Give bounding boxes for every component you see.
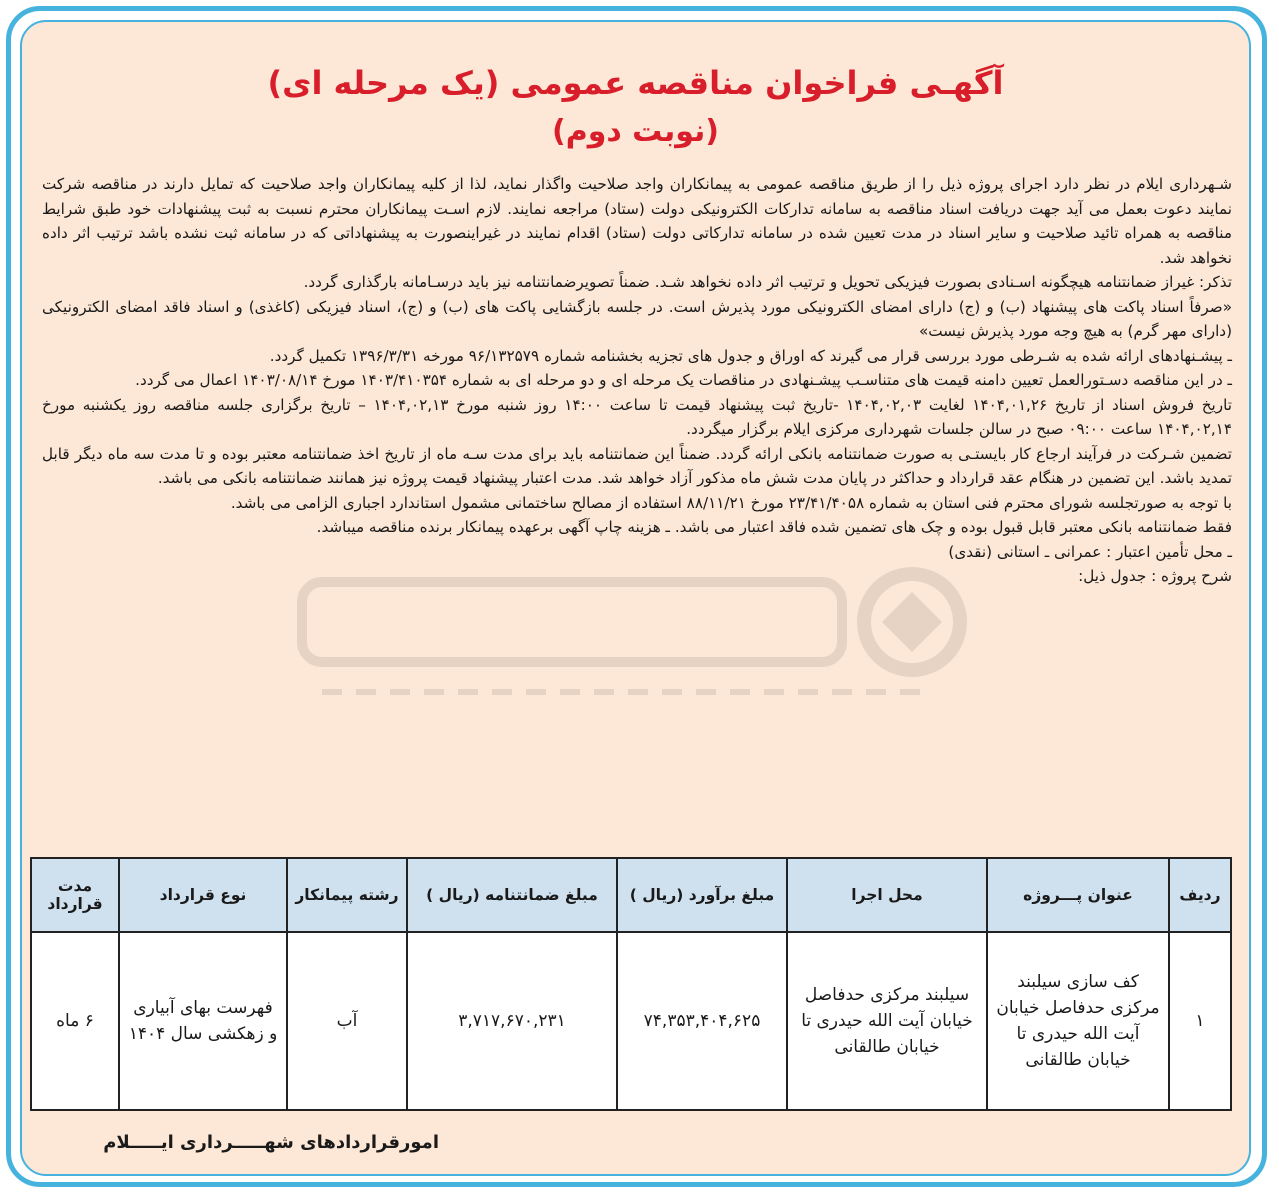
- funding-line: ـ محل تأمین اعتبار : عمرانی ـ استانی (نقدی): [948, 542, 1232, 561]
- table-header-row: [31, 858, 1231, 932]
- header-guarantee: مبلغ ضمانتنامه (ریال ): [407, 858, 617, 932]
- notice-title: آگهـی فراخوان مناقصه عمومی (یک مرحله ای): [267, 64, 1004, 102]
- paragraph-standards: با توجه به صورتجلسه شورای محترم فنی استان به شماره ۲۳/۴۱/۴۰۵۸ مورخ ۸۸/۱۱/۲۱ استفاده از مصالح ساختمانی مشمول استاندارد اجباری الزامی می باشد.: [230, 493, 1232, 512]
- header-estimate: مبلغ برآورد (ریال ): [617, 858, 787, 932]
- paragraph-bank-guarantee: [42, 515, 1232, 540]
- header-contractor-field: رشته پیمانکار: [287, 858, 407, 932]
- paragraph-price-range: ـ در این مناقصه دسـتورالعمل تعیین دامنه قیمت های متناسـب پیشـنهادی در مناقصات یک مرحله ای و دو مرحله ای به شماره ۱۴۰۳/۴۱۰۳۵۴ مورخ ۱۴۰۳/۰۸/۱۴ اعمال می گردد.: [135, 371, 1232, 389]
- header-row-number: ردیف: [1169, 858, 1231, 932]
- header-location: محل اجرا: [787, 858, 987, 932]
- cell-guarantee: ۳,۷۱۷,۶۷۰,۲۳۱: [407, 932, 617, 1110]
- cell-duration: ۶ ماه: [31, 932, 119, 1110]
- header-project-title: عنوان پـــروژه: [987, 858, 1169, 932]
- header-duration: مدت قرارداد: [31, 858, 119, 932]
- paragraph-bid-review: ـ پیشـنهادهای ارائه شده به شـرطی مورد بررسی قرار می گیرند که اوراق و جدول های تجزیه بخشنامه شماره ۹۶/۱۳۲۵۷۹ مورخه ۱۳۹۶/۳/۳۱ تکمیل گردد.: [269, 346, 1232, 365]
- cell-contractor-field: آب: [287, 932, 407, 1110]
- paragraph-reminder: تذکر: غیراز ضمانتنامه هیچگونه اسـنادی بصورت فیزیکی تحویل و ترتیب اثر داده نخواهد شـد. ضمناً تصویرضمانتنامه نیز باید درسـامانه بارگذاری گردد.: [303, 273, 1232, 291]
- paragraph-dates: تاریخ فروش اسناد از تاریخ ۱۴۰۴,۰۱,۲۶ لغایت ۱۴۰۴,۰۲,۰۳ -تاریخ ثبت پیشنهاد قیمت تا ساعت ۱۴:۰۰ روز شنبه مورخ ۱۴۰۴,۰۲,۱۳ – تاریخ برگزاری جلسه مناقصه روز یکشنبه مورخ ۱۴۰۴,۰۲,۱۴ ساعت ۰۹:۰۰ صبح در سالن جلسات شهرداری مرکزی ایلام برگزار میگردد.: [42, 395, 1232, 438]
- cell-project-title: کف سازی سیلبند مرکزی حدفاصل خیابان آیت الله حیدری تا خیابان طالقانی: [987, 932, 1169, 1110]
- print-cost-line: ـ هزینه چاپ آگهی برعهده پیمانکار برنده مناقصه میباشد.: [316, 518, 670, 536]
- header-contract-type: نوع قرارداد: [119, 858, 287, 932]
- project-table: [30, 857, 1232, 1111]
- footer-signature: امورقراردادهای شهـــــرداری ایـــــلام: [103, 1132, 439, 1153]
- paragraph-guarantee: تضمین شـرکت در فرآیند ارجاع کار بایستـی به صورت ضمانتنامه بانکی ارائه گردد. ضمناً این ضمانتنامه باید برای مدت سـه ماه از تاریخ اخذ ضمانتنامه معتبر بوده و تا مدت سه ماه دیگر قابل تمدید باشد. این تضمین در هنگام عقد قرارداد و حداکثر در پایان مدت شش ماه مذکور آزاد خواهد شد. مدت اعتبار پیشنهاد قیمت پروژه نیز همانند ضمانتنامه بانکی می باشد.: [42, 444, 1232, 487]
- guarantee-line: فقط ضمانتنامه بانکی معتبر قابل قبول بوده و چک های تضمین شده فاقد اعتبار می باشد.: [674, 518, 1232, 536]
- cell-estimate: ۷۴,۳۵۳,۴۰۴,۶۲۵: [617, 932, 787, 1110]
- paragraph-electronic-signature: «صرفاً اسناد پاکت های پیشنهاد (ب) و (ج) دارای امضای الکترونیکی مورد پذیرش است. در جلسه بازگشایی پاکت های (ب) و (ج)، اسناد فیزیکی (کاغذی) و اسناد فاقد امضای الکترونیکی (دارای مهر گرم) به هیچ وجه مورد پذیرش نیست»: [42, 297, 1232, 340]
- paragraph-intro: شـهرداری ایلام در نظر دارد اجرای پروژه ذیل را از طریق مناقصه عمومی به پیمانکاران واجد صلاحیت واگذار نماید، لذا از کلیه پیمانکاران واجد صلاحیت که تمایل دارند در مناقصه شرکت نمایند دعوت بعمل می آید جهت دریافت اسناد مناقصه به سامانه تدارکات الکترونیکی دولت (ستاد) مراجعه نمایند. لازم اسـت پیمانکاران محترم نسبت به ثبت پیشنهادات خود طبق شرایط مناقصه به همراه تائید صلاحیت و سایر اسناد در مدت تعیین شده در سامانه تدارکاتی دولت (ستاد) اقدام نمایند در غیراینصورت به پیشنهاداتی که در سامانه ثبت نشده باشد ترتیب اثر داده نخواهد شد.: [42, 175, 1232, 267]
- notice-subtitle: (نوبت دوم): [552, 114, 719, 149]
- notice-panel: [20, 20, 1251, 1176]
- cell-row-number: ۱: [1169, 932, 1231, 1110]
- table-row: [31, 932, 1231, 1110]
- cell-contract-type: فهرست بهای آبیاری و زهکشی سال ۱۴۰۴: [119, 932, 287, 1110]
- project-desc-line: شرح پروژه : جدول ذیل:: [1078, 567, 1232, 585]
- notice-body: [42, 172, 1232, 589]
- cell-location: سیلبند مرکزی حدفاصل خیابان آیت الله حیدری تا خیابان طالقانی: [787, 932, 987, 1110]
